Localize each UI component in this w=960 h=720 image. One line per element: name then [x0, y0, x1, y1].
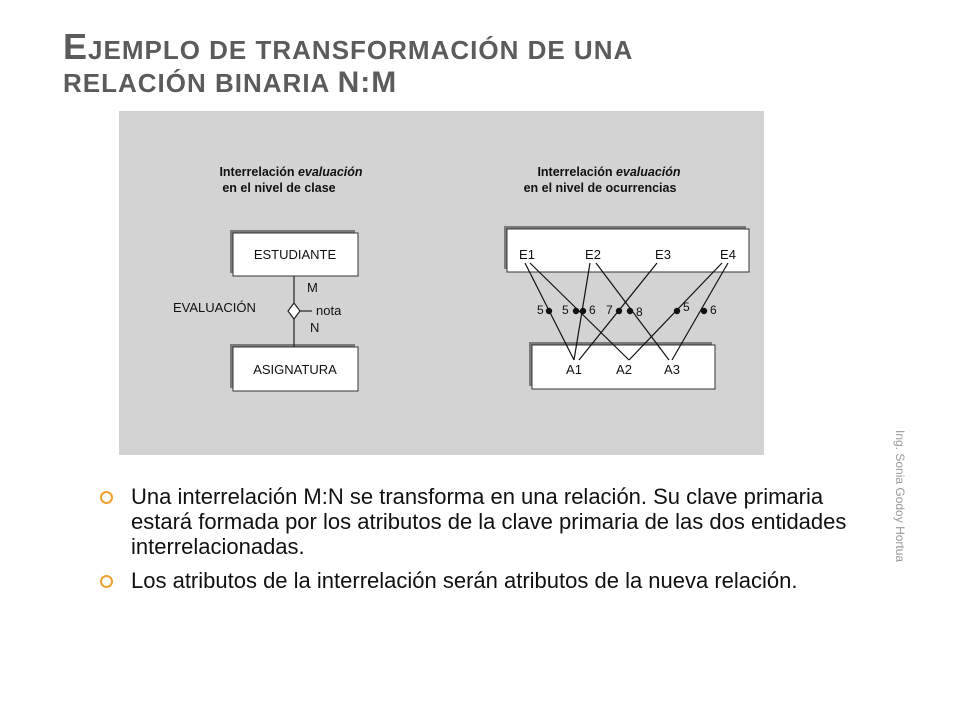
entity-estudiante: [230, 230, 358, 276]
author-vertical-note: [893, 250, 913, 563]
ring-bullet-icon: [100, 491, 113, 504]
grade-label-2: 5: [562, 303, 569, 317]
bullet-text: Una interrelación M:N se transforma en una relación. Su clave primaria estará formada por los atributos de la clave primaria de las dos entidades interrelacionadas.: [131, 484, 847, 559]
relationship-diamond: [288, 303, 300, 319]
left-heading-line-1: Interrelación evaluación: [219, 165, 363, 179]
right-heading-line-1: Interrelación evaluación: [537, 165, 681, 179]
bullet-list: [100, 484, 890, 602]
subject-a2: A2: [616, 362, 632, 377]
title-initial: E: [63, 26, 89, 67]
er-diagram-figure: [119, 111, 764, 455]
subject-a1: A1: [566, 362, 582, 377]
title-line-1-text: JEMPLO DE TRANSFORMACIÓN DE UNA: [88, 35, 634, 65]
attribute-nota: nota: [316, 303, 342, 318]
title-line-2-text: RELACIÓN BINARIA: [63, 68, 338, 98]
student-e1: E1: [519, 247, 535, 262]
bullet-text: Los atributos de la interrelación serán atributos de la nueva relación.: [131, 568, 798, 593]
title-line-2: [63, 66, 843, 106]
cardinality-m: M: [307, 280, 318, 295]
student-e4: E4: [720, 247, 736, 262]
grade-label-6: 5: [683, 300, 690, 314]
ring-bullet-icon: [100, 575, 113, 588]
student-e2: E2: [585, 247, 601, 262]
grade-label-3: 6: [589, 303, 596, 317]
slide-title: [63, 26, 843, 106]
entity-asignatura-label: ASIGNATURA: [253, 362, 337, 377]
student-e3: E3: [655, 247, 671, 262]
students-box: [504, 226, 749, 272]
title-line-1: [63, 26, 843, 66]
grade-label-5: 8: [636, 305, 643, 319]
bullet-item: [100, 484, 890, 559]
grade-label-7: 6: [710, 303, 717, 317]
relationship-label: EVALUACIÓN: [173, 300, 256, 315]
author-note-text: Ing. Sonia Godoy Hortua: [893, 430, 907, 563]
grade-label-1: 5: [537, 303, 544, 317]
cardinality-n: N: [310, 320, 320, 335]
entity-asignatura: [230, 344, 358, 391]
entity-estudiante-label: ESTUDIANTE: [253, 247, 337, 262]
left-heading-line-2: en el nivel de clase: [222, 181, 336, 195]
grade-label-4: 7: [606, 303, 613, 317]
right-heading-line-2: en el nivel de ocurrencias: [523, 181, 677, 195]
title-code: N:M: [337, 66, 398, 99]
er-diagram-svg: [119, 111, 764, 455]
subject-a3: A3: [664, 362, 680, 377]
bullet-item: [100, 568, 890, 593]
